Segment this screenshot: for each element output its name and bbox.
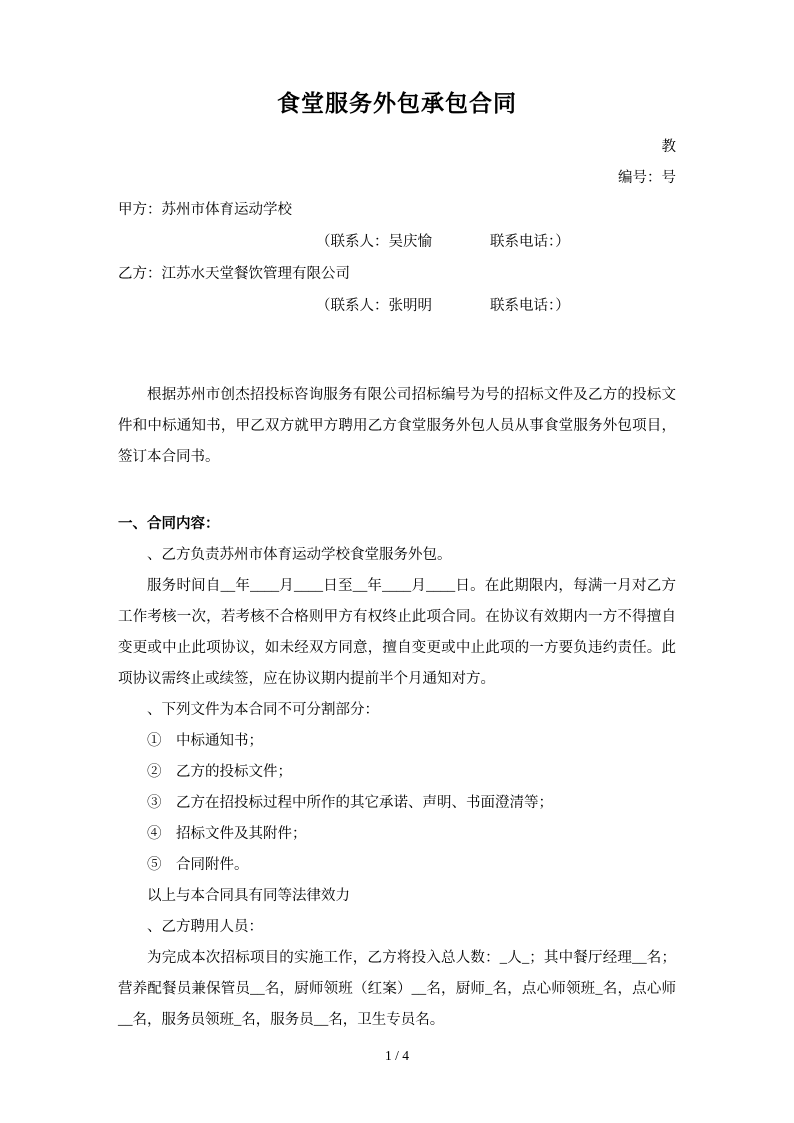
list-item-4: ④ 招标文件及其附件； <box>147 826 307 842</box>
clause-staffing: 为完成本次招标项目的实施工作，乙方将投入总人数：_人_；其中餐厅经理__名；营养配餐员兼保管员__名，厨师领班（红案）__名，厨师_名，点心师领班_名，点心师__名，服务员领班_名，服务员__名，卫生专员名。 <box>118 950 676 1028</box>
clause-responsibility: 、乙方负责苏州市体育运动学校食堂服务外包。 <box>147 547 452 563</box>
clause-personnel: 、乙方聘用人员： <box>147 919 263 935</box>
spacer <box>118 473 676 509</box>
clause-documents: 、下列文件为本合同不可分割部分： <box>147 702 379 718</box>
party-a-contact-line: （联系人：吴庆愉 联系电话：） <box>316 234 570 250</box>
list-item-1: ① 中标通知书； <box>147 733 263 749</box>
spacer <box>118 322 676 380</box>
party-a-line: 甲方：苏州市体育运动学校 <box>118 202 292 218</box>
party-b-contact-line: （联系人：张明明 联系电话：） <box>316 298 570 314</box>
section-1-heading: 一、合同内容： <box>118 516 220 532</box>
list-item-5: ⑤ 合同附件。 <box>147 857 249 873</box>
meta-line-2: 编号：号 <box>618 170 676 186</box>
page-number: 1 / 4 <box>384 1048 409 1063</box>
clause-service-time: 服务时间自__年____月____日至__年____月____日。在此期限内，每满一月对乙方工作考核一次，若考核不合格则甲方有权终止此项合同。在协议有效期内一方不得擅自变更或中止此项协议，如未经双方同意，擅自变更或中止此项的一方要负违约责任。此项协议需终止或续签，应在协议期内提前半个月通知对方。 <box>118 578 676 687</box>
intro-paragraph: 根据苏州市创杰招投标咨询服务有限公司招标编号为号的招标文件及乙方的投标文件和中标通知书，甲乙双方就甲方聘用乙方食堂服务外包人员从事食堂服务外包项目，签订本合同书。 <box>118 387 676 465</box>
list-item-2: ② 乙方的投标文件； <box>147 764 292 780</box>
clause-equal-effect: 以上与本合同具有同等法律效力 <box>147 888 350 904</box>
meta-line-1: 教 <box>661 139 676 155</box>
list-item-3: ③ 乙方在招投标过程中所作的其它承诺、声明、书面澄清等； <box>147 795 553 811</box>
document-title: 食堂服务外包承包合同 <box>277 91 517 116</box>
party-b-line: 乙方：江苏水天堂餐饮管理有限公司 <box>118 266 350 282</box>
